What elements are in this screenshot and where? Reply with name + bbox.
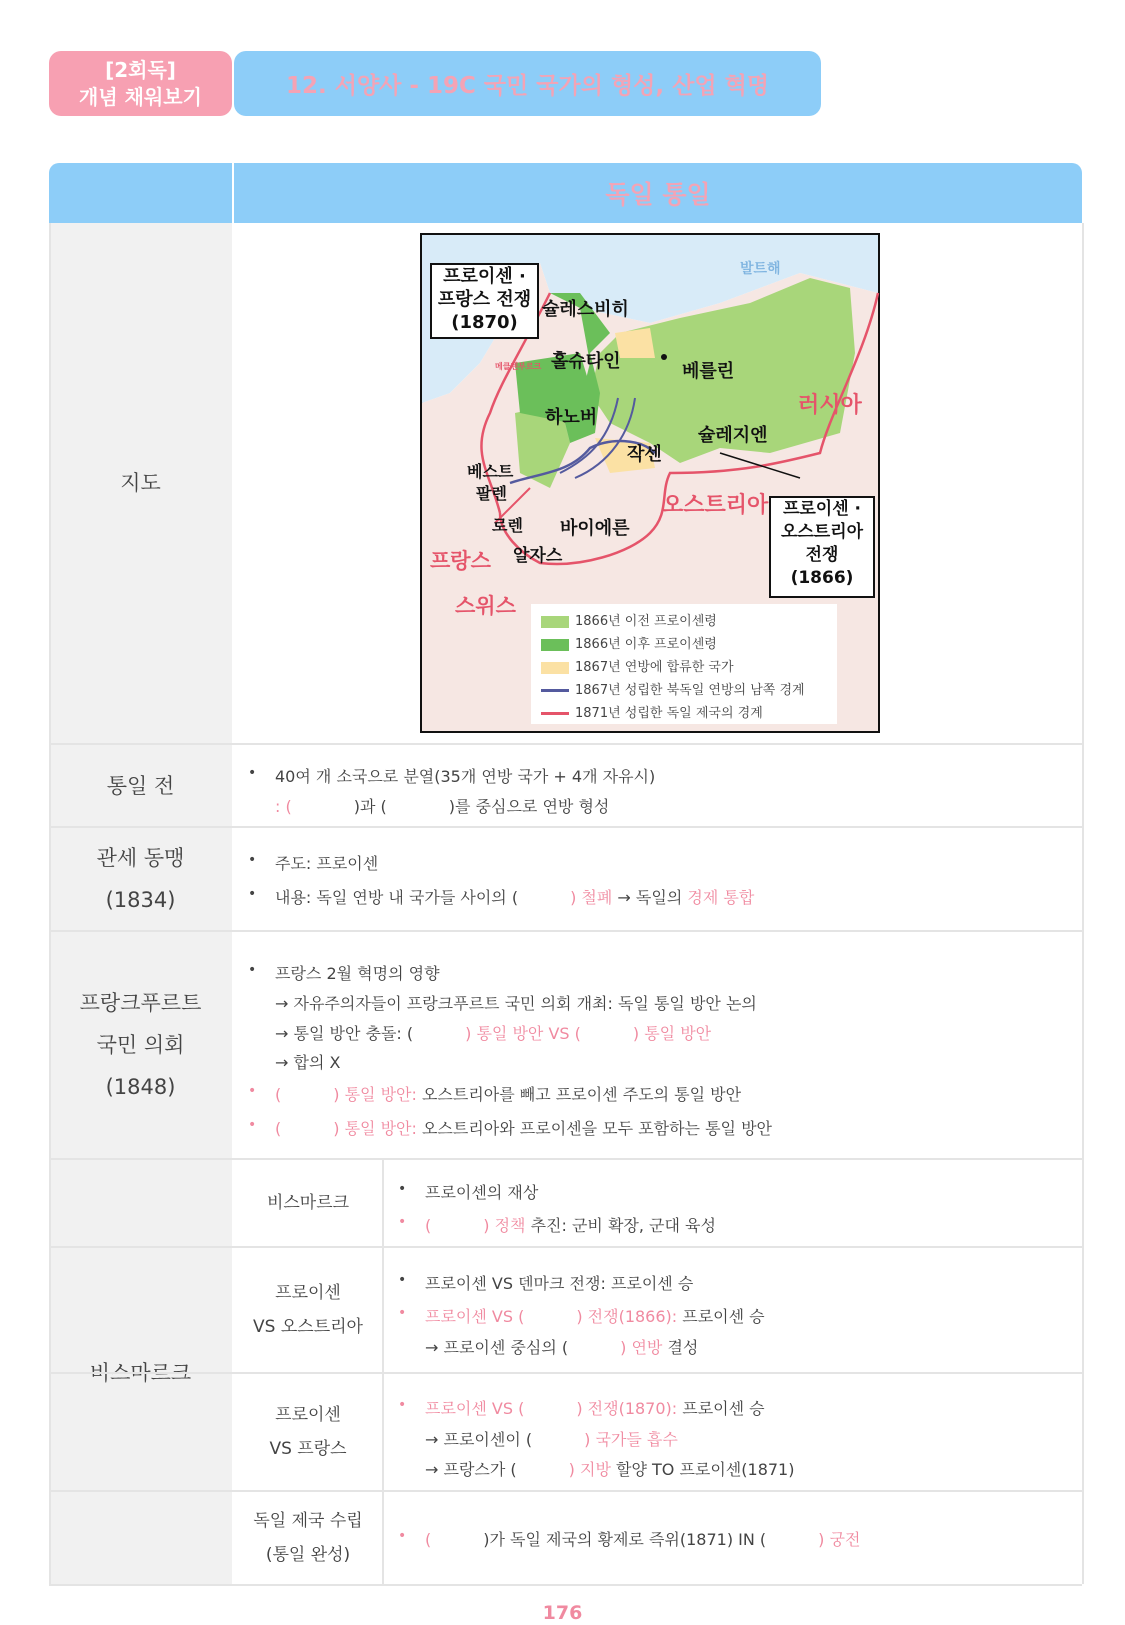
customs-line2-b: ) 철폐 [570, 888, 613, 907]
before-line2-end: )를 중심으로 연방 형성 [448, 797, 610, 816]
frankfurt-label-1: 프랑크푸르트 [79, 991, 202, 1015]
row-label-frankfurt [49, 932, 232, 1158]
sub3-line3 [425, 1457, 794, 1480]
customs-line2-a: 내용: 독일 연방 내 국가들 사이의 ( [275, 888, 519, 907]
before-line2 [275, 794, 609, 817]
blank-open: : ( [275, 797, 292, 816]
round-tag-line2: 개념 채워보기 [79, 84, 202, 109]
customs-line2-d: 경제 통합 [687, 888, 755, 907]
frankfurt-label-3: (1848) [105, 1075, 176, 1099]
table-header [49, 163, 1082, 223]
round-tag [49, 51, 232, 116]
sub2-line2-b: ) 전쟁(1866): [576, 1307, 678, 1326]
frankfurt-line6 [275, 1116, 772, 1139]
frankfurt-line1: 프랑스 2월 혁명의 영향 [275, 964, 440, 983]
berlin-marker [661, 354, 667, 360]
frankfurt-line3-a: → 통일 방안 충돌: ( [275, 1024, 414, 1043]
row-frankfurt [49, 932, 1082, 1160]
legend-text: 1871년 성립한 독일 제국의 경계 [575, 706, 763, 721]
place-baltic: 발트해 [740, 261, 781, 277]
customs-line2-c: → 독일의 [612, 888, 688, 907]
bullet: • [398, 1305, 407, 1321]
sub-label-prussia-austria [234, 1248, 384, 1372]
bismarck-label: 비스마르크 [89, 1361, 192, 1385]
before-line2-mid: )과 ( [353, 797, 387, 816]
box-pa-line1: 프로이센 · [782, 499, 862, 519]
legend-item [541, 702, 763, 721]
bullet: • [398, 1181, 407, 1197]
box-pf-line1: 프로이센 · [443, 266, 526, 287]
bullet: • [398, 1272, 407, 1288]
box-prussia-austria-war [769, 496, 875, 598]
bullet: • [248, 1117, 257, 1133]
sub4-line1-a: ( [425, 1530, 432, 1549]
sub2-line3 [425, 1335, 698, 1358]
sub3-line1-c: 프로이센 승 [677, 1399, 765, 1418]
sub3-line2 [425, 1427, 678, 1450]
before-label: 통일 전 [106, 773, 175, 798]
sub2-line3-b: ) 연방 [620, 1338, 663, 1357]
place-silesia: 슐레지엔 [698, 425, 768, 446]
legend-item [541, 656, 734, 675]
place-bavaria: 바이에른 [560, 518, 630, 539]
place-lorraine: 로렌 [492, 516, 523, 535]
before-line1: 40여 개 소국으로 분열(35개 연방 국가 + 4개 자유시) [275, 767, 656, 786]
box-pf-line2: 프랑스 전쟁 [437, 289, 532, 310]
sub1-label: 비스마르크 [266, 1193, 350, 1213]
place-westphalia-2: 팔렌 [476, 484, 507, 503]
legend-item [541, 679, 805, 698]
legend-line [541, 689, 569, 692]
row-prussia-austria [49, 1248, 1082, 1374]
row-label-before [49, 745, 232, 826]
frankfurt-line5-a: ( [275, 1085, 282, 1104]
frankfurt-line6-b: ) 통일 방안: [333, 1119, 422, 1138]
frankfurt-line3 [275, 1021, 711, 1044]
row-customs-union [49, 828, 1082, 932]
place-holstein: 홀슈타인 [551, 351, 621, 372]
place-hanover: 하노버 [545, 407, 598, 428]
page-number: 176 [542, 1602, 583, 1624]
place-berlin: 베를린 [682, 361, 735, 382]
box-pf-line3: (1870) [451, 312, 518, 333]
customs-label-2: (1834) [105, 888, 176, 912]
sub4-label-2: (통일 완성) [265, 1545, 351, 1565]
sub3-line1-b: ) 전쟁(1870): [576, 1399, 678, 1418]
sub2-line2 [425, 1304, 765, 1327]
place-france: 프랑스 [430, 549, 491, 573]
sub1-line2-c: 추진: 군비 확장, 군대 육성 [525, 1216, 716, 1235]
sub2-line3-c: 결성 [662, 1338, 699, 1357]
map-legend [531, 604, 837, 724]
frankfurt-line6-c: 오스트리아와 프로이센을 모두 포함하는 통일 방안 [421, 1119, 772, 1138]
frankfurt-line2: → 자유주의자들이 프랑크푸르트 국민 의회 개최: 독일 통일 방안 논의 [275, 994, 757, 1013]
chapter-title-text: 12. 서양사 - 19C 국민 국가의 형성, 산업 혁명 [285, 73, 770, 99]
place-small-label: 메클렌부르크 [495, 362, 542, 371]
round-tag-line1: [2회독] [105, 57, 176, 82]
bullet: • [398, 1214, 407, 1230]
bullet: • [248, 1083, 257, 1099]
bullet: • [248, 852, 257, 868]
sub4-line1-c: ) 궁전 [818, 1530, 861, 1549]
bullet: • [248, 962, 257, 978]
sub3-line2-a: → 프로이센이 ( [425, 1430, 533, 1449]
box-pa-line4: (1866) [790, 568, 854, 588]
bullet: • [398, 1528, 407, 1544]
place-russia: 러시아 [798, 393, 862, 418]
bismarck-policy-cell [384, 1160, 1082, 1246]
sub3-label-1: 프로이센 [275, 1405, 341, 1425]
legend-item [541, 610, 717, 629]
before-cell [234, 745, 1082, 826]
legend-text: 1866년 이전 프로이센령 [575, 614, 717, 629]
legend-text: 1866년 이후 프로이센령 [575, 637, 717, 652]
legend-swatch [541, 662, 569, 674]
place-alsace: 알자스 [513, 546, 563, 566]
sub2-line1: 프로이센 VS 덴마크 전쟁: 프로이센 승 [425, 1274, 694, 1293]
place-austria: 오스트리아 [662, 493, 769, 518]
customs-line2 [275, 885, 754, 908]
sub1-line2-a: ( [425, 1216, 432, 1235]
bullet: • [398, 1397, 407, 1413]
frankfurt-line5 [275, 1082, 741, 1105]
customs-line1: 주도: 프로이센 [275, 854, 379, 873]
sub-label-german-empire [234, 1492, 384, 1584]
place-westphalia-1: 베스트 [467, 462, 514, 481]
sub2-line2-a: 프로이센 VS ( [425, 1307, 525, 1326]
frankfurt-line3-c: ) 통일 방안 [632, 1024, 712, 1043]
sub1-line2 [425, 1213, 716, 1236]
sub3-line1-a: 프로이센 VS ( [425, 1399, 525, 1418]
sub3-line3-a: → 프랑스가 ( [425, 1460, 517, 1479]
bullet: • [248, 886, 257, 902]
sub-label-prussia-france [234, 1374, 384, 1490]
row-bismarck-policy [49, 1160, 1082, 1248]
box-pa-line3: 전쟁 [805, 545, 839, 565]
bullet: • [248, 765, 257, 781]
sub1-line1: 프로이센의 재상 [425, 1183, 539, 1202]
frankfurt-line6-a: ( [275, 1119, 282, 1138]
sub2-label-2: VS 오스트리아 [253, 1317, 363, 1337]
legend-swatch [541, 639, 569, 651]
sub3-line3-c: 할양 TO 프로이센(1871) [610, 1460, 795, 1479]
german-empire-cell [384, 1492, 1082, 1584]
place-swiss: 스위스 [455, 594, 516, 618]
legend-text: 1867년 연방에 합류한 국가 [575, 660, 734, 675]
sub2-line2-c: 프로이센 승 [677, 1307, 765, 1326]
sub4-line1-b: )가 독일 제국의 황제로 즉위(1871) IN ( [483, 1530, 767, 1549]
frankfurt-line5-b: ) 통일 방안: [333, 1085, 422, 1104]
frankfurt-line3-b: ) 통일 방안 VS ( [465, 1024, 581, 1043]
table-title: 독일 통일 [605, 180, 711, 209]
confederation-states-area [615, 328, 655, 358]
sub4-label-1: 독일 제국 수립 [253, 1511, 363, 1531]
sub3-label-2: VS 프랑스 [269, 1439, 347, 1459]
map-label: 지도 [120, 471, 161, 495]
chapter-title [234, 51, 821, 116]
sub2-label-1: 프로이센 [275, 1283, 341, 1303]
frankfurt-label-2: 국민 의회 [96, 1033, 185, 1057]
prussia-france-cell [384, 1374, 1082, 1490]
prussia-austria-cell [384, 1248, 1082, 1372]
frankfurt-cell [234, 932, 1082, 1158]
frankfurt-line4: → 합의 X [275, 1053, 341, 1072]
row-before-unification [49, 745, 1082, 828]
box-pa-line2: 오스트리아 [780, 522, 864, 542]
sub-label-bismarck [234, 1160, 384, 1246]
row-german-empire [49, 1492, 1082, 1586]
place-saxony: 작센 [627, 444, 662, 465]
frankfurt-line5-c: 오스트리아를 빼고 프로이센 주도의 통일 방안 [421, 1085, 742, 1104]
customs-cell [234, 828, 1082, 930]
sub2-line3-a: → 프로이센 중심의 ( [425, 1338, 569, 1357]
row-prussia-france [49, 1374, 1082, 1492]
sub3-line1 [425, 1396, 765, 1419]
customs-label-1: 관세 동맹 [96, 846, 185, 870]
box-prussia-france-war [430, 263, 539, 339]
sub3-line3-b: ) 지방 [568, 1460, 611, 1479]
legend-swatch [541, 616, 569, 628]
legend-item [541, 633, 717, 652]
row-label-customs [49, 828, 232, 930]
sub3-line2-b: ) 국가들 흡수 [584, 1430, 678, 1449]
legend-text: 1867년 성립한 북독일 연방의 남쪽 경계 [575, 683, 805, 698]
place-schleswig: 슐레스비히 [542, 299, 629, 320]
row-label-map [49, 223, 232, 743]
sub4-line1 [425, 1527, 860, 1550]
sub1-line2-b: ) 정책 [483, 1216, 526, 1235]
legend-line [541, 712, 569, 715]
